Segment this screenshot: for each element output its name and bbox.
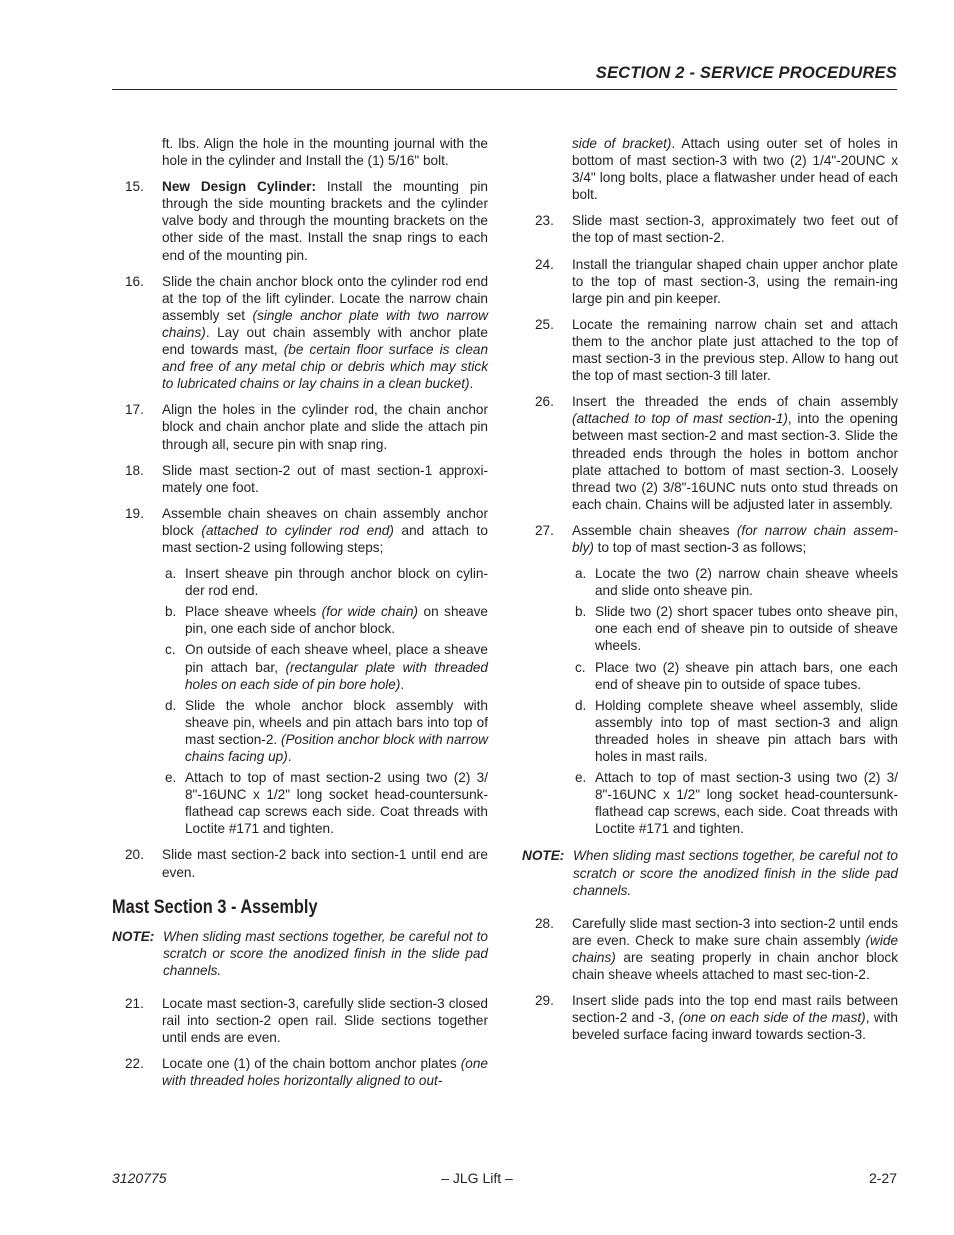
- step-text: are seating properly in chain anchor block chain sheave wheels attached to mast sec-tion-2.: [572, 949, 898, 983]
- step-text: and attach to mast section-2 using following steps;: [162, 522, 488, 555]
- step-text: , with beveled surface facing inward towards section-3.: [572, 1010, 898, 1043]
- step-italic: (attached to top of mast section-1): [572, 411, 788, 427]
- step-23: [522, 212, 898, 246]
- step-number: 27.: [535, 522, 554, 538]
- note-text: When sliding mast sections together, be careful not to scratch or score the anodized finish in the slide pad channels.: [163, 928, 488, 978]
- step-27: [522, 522, 898, 556]
- substep-letter: e.: [575, 770, 587, 786]
- substep-letter: a.: [575, 566, 587, 582]
- step-number: 25.: [535, 316, 554, 332]
- step-number: 29.: [535, 993, 554, 1009]
- step-text: . Attach using outer set of holes in bottom of mast section-3 with two (2) 1/4"-20UNC x 3/4" long bolts, place a flatwasher under head of each bolt.: [572, 136, 898, 203]
- substep-letter: d.: [165, 697, 177, 713]
- substep-letter: c.: [165, 642, 176, 658]
- step-text: Insert slide pads into the top end mast rails between section-2 and -3,: [572, 993, 898, 1026]
- step-italic: side of bracket): [572, 136, 672, 151]
- substep-27b: [522, 603, 898, 654]
- step-26: [522, 393, 898, 513]
- footer-publisher: – JLG Lift –: [441, 1170, 513, 1186]
- step-italic: (one on each side of the mast): [678, 1010, 866, 1026]
- header-rule: [112, 89, 897, 90]
- continued-text: ft. lbs. Align the hole in the mounting journal with the hole in the cylinder and Install the (1) 5/16" bolt.: [162, 136, 488, 169]
- step-number: 21.: [125, 996, 144, 1012]
- step-number: 22.: [125, 1056, 144, 1072]
- step-text: Locate mast section-3, carefully slide section-3 closed rail into section-2 open rail. Slide sections together until ends are even.: [162, 996, 488, 1046]
- substep-italic: (Position anchor block with narrow chains facing up): [185, 731, 488, 764]
- step-text: Install the triangular shaped chain upper anchor plate to the top of mast section-3, using the remain-ing large pin and pin keeper.: [572, 256, 898, 306]
- step-text: Insert the threaded the ends of chain assembly: [572, 394, 898, 410]
- substep-27a: [522, 565, 898, 599]
- substep-27e: [522, 769, 898, 837]
- step-text: Install the mounting pin through the side mounting brackets and the cylinder valve body and through the mounting brackets on the other side of the mast. Install the snap rings to each end of the mounting pin.: [162, 179, 488, 263]
- note-text: When sliding mast sections together, be careful not to scratch or score the anodized finish in the slide pad channels.: [573, 848, 898, 898]
- step-number: 24.: [535, 256, 554, 272]
- substep-text: On outside of each sheave wheel, place a sheave pin attach bar,: [185, 642, 488, 675]
- substep-text: on sheave pin, one each side of anchor block.: [185, 604, 488, 637]
- step-16: [112, 273, 488, 393]
- footer-page-number: 2-27: [868, 1170, 897, 1186]
- step-text: to top of mast section-3 as follows;: [593, 539, 807, 555]
- step-italic: (one with threaded holes horizontally aligned to out-: [162, 1056, 488, 1089]
- step-29: [522, 992, 898, 1043]
- substep-letter: b.: [575, 604, 587, 620]
- step-number: 16.: [125, 273, 144, 289]
- section-heading: Mast Section 3 - Assembly: [112, 896, 318, 918]
- step-text: . Lay out chain assembly with anchor plate end towards mast,: [162, 324, 488, 358]
- step-number: 17.: [125, 402, 144, 418]
- step-21: [112, 995, 488, 1046]
- step-text: Assemble chain sheaves on chain assembly anchor block: [162, 505, 488, 538]
- substep-letter: a.: [165, 566, 177, 582]
- step-text: Slide mast section-3, approximately two feet out of the top of mast section-2.: [572, 213, 898, 246]
- substep-27c: [522, 659, 898, 693]
- substep-italic: (for wide chain): [321, 604, 419, 620]
- note-label: NOTE:: [112, 928, 155, 944]
- note: [112, 928, 488, 979]
- substep-19d: [112, 697, 488, 765]
- substep-text: Slide two (2) short spacer tubes onto sheave pin, one each end of sheave pin to outside of sheave wheels.: [595, 604, 898, 654]
- substep-text: Insert sheave pin through anchor block on cylin-der rod end.: [185, 566, 488, 599]
- substep-text: Place sheave wheels: [185, 604, 322, 620]
- step-number: 28.: [535, 915, 554, 931]
- step-text: Carefully slide mast section-3 into section-2 until ends are even. Check to make sure chain assembly: [572, 915, 898, 948]
- step-22: [112, 1055, 488, 1089]
- step-number: 18.: [125, 462, 144, 478]
- substep-19c: [112, 641, 488, 692]
- step-text: Align the holes in the cylinder rod, the chain anchor block and chain anchor plate and slide the attach pin through all, secure pin with snap ring.: [162, 402, 488, 452]
- step-text: Slide mast section-2 out of mast section-1 approxi-mately one foot.: [162, 462, 488, 495]
- substep-27d: [522, 697, 898, 765]
- step-bold-lead: New Design Cylinder:: [162, 179, 316, 195]
- substep-text: Place two (2) sheave pin attach bars, one each end of sheave pin to outside of space tubes.: [595, 659, 898, 692]
- substep-italic: (rectangular plate with threaded holes on each side of pin bore hole): [185, 659, 488, 692]
- step-text: Locate the remaining narrow chain set and attach them to the anchor plate just attached to the top of mast section-3 in the previous step. Allow to hang out the top of mast section-3 till later.: [572, 316, 898, 384]
- step-text: Slide mast section-2 back into section-1 until end are even.: [162, 847, 488, 880]
- step-25: [522, 316, 898, 384]
- substep-text: Holding complete sheave wheel assembly, slide assembly into top of mast section-3 and align threaded holes in sheave pin attach bars with holes in mast rails.: [595, 697, 898, 764]
- step-italic: (wide chains): [572, 932, 898, 965]
- substep-text: Attach to top of mast section-3 using two (2) 3/ 8"-16UNC x 1/2" long socket head-countersunk-flathead cap screws, each side. Coat threads with Loctite #171 and tighten.: [595, 770, 898, 837]
- substep-letter: e.: [165, 770, 177, 786]
- step-text: .: [469, 376, 474, 392]
- note-label: NOTE:: [522, 848, 565, 864]
- step-number: 19.: [125, 505, 144, 521]
- step-28: [522, 915, 898, 983]
- step-number: 26.: [535, 394, 554, 410]
- substep-letter: b.: [165, 604, 177, 620]
- step-text: Slide the chain anchor block onto the cylinder rod end at the top of the lift cylinder. Locate the narrow chain assembly set: [162, 273, 488, 323]
- left-column: [112, 135, 488, 1099]
- page-header-title: SECTION 2 - SERVICE PROCEDURES: [595, 64, 897, 82]
- substep-text: Slide the whole anchor block assembly with sheave pin, wheels and pin attach bars into top of mast section-2.: [185, 697, 488, 747]
- step-italic: (for narrow chain assem-bly): [572, 522, 898, 555]
- continued-text: [522, 135, 898, 203]
- step-15: [112, 178, 488, 263]
- note: [522, 847, 898, 898]
- substep-text: .: [400, 676, 405, 692]
- substep-19e: [112, 769, 488, 837]
- step-text: Locate one (1) of the chain bottom anchor plates: [162, 1056, 461, 1072]
- step-italic: (attached to cylinder rod end): [201, 522, 394, 538]
- step-number: 23.: [535, 213, 554, 229]
- substep-letter: c.: [575, 659, 586, 675]
- step-19: [112, 505, 488, 556]
- substep-19a: [112, 565, 488, 599]
- substep-19b: [112, 603, 488, 637]
- step-18: [112, 462, 488, 496]
- step-number: 15.: [125, 179, 144, 195]
- step-number: 20.: [125, 847, 144, 863]
- step-italic: (single anchor plate with two narrow chains): [162, 307, 488, 340]
- substep-text: Attach to top of mast section-2 using two (2) 3/ 8"-16UNC x 1/2" long socket head-countersunk-flathead cap screws each side. Coat threads with Loctite #171 and tighten.: [185, 770, 488, 837]
- step-italic: (be certain floor surface is clean and free of any metal chip or debris which may stick to lubricated chains or lay chains in a clean bucket): [162, 342, 489, 392]
- footer-doc-number: 3120775: [112, 1170, 167, 1186]
- step-text: Assemble chain sheaves: [572, 522, 737, 538]
- right-column: [522, 135, 898, 1052]
- step-24: [522, 256, 898, 307]
- step-20: [112, 846, 488, 880]
- substep-letter: d.: [575, 697, 587, 713]
- step-text: , into the opening between mast section-2 and mast section-3. Slide the threaded ends through the holes in bottom anchor plate attached to bottom of mast section-3. Loosely thread two (2) 3/8"-16UNC nuts onto stud threads on each chain. Chains will be adjusted later in assembly.: [572, 411, 898, 512]
- substep-text: Locate the two (2) narrow chain sheave wheels and slide onto sheave pin.: [595, 566, 898, 599]
- substep-text: .: [287, 749, 292, 764]
- step-17: [112, 401, 488, 452]
